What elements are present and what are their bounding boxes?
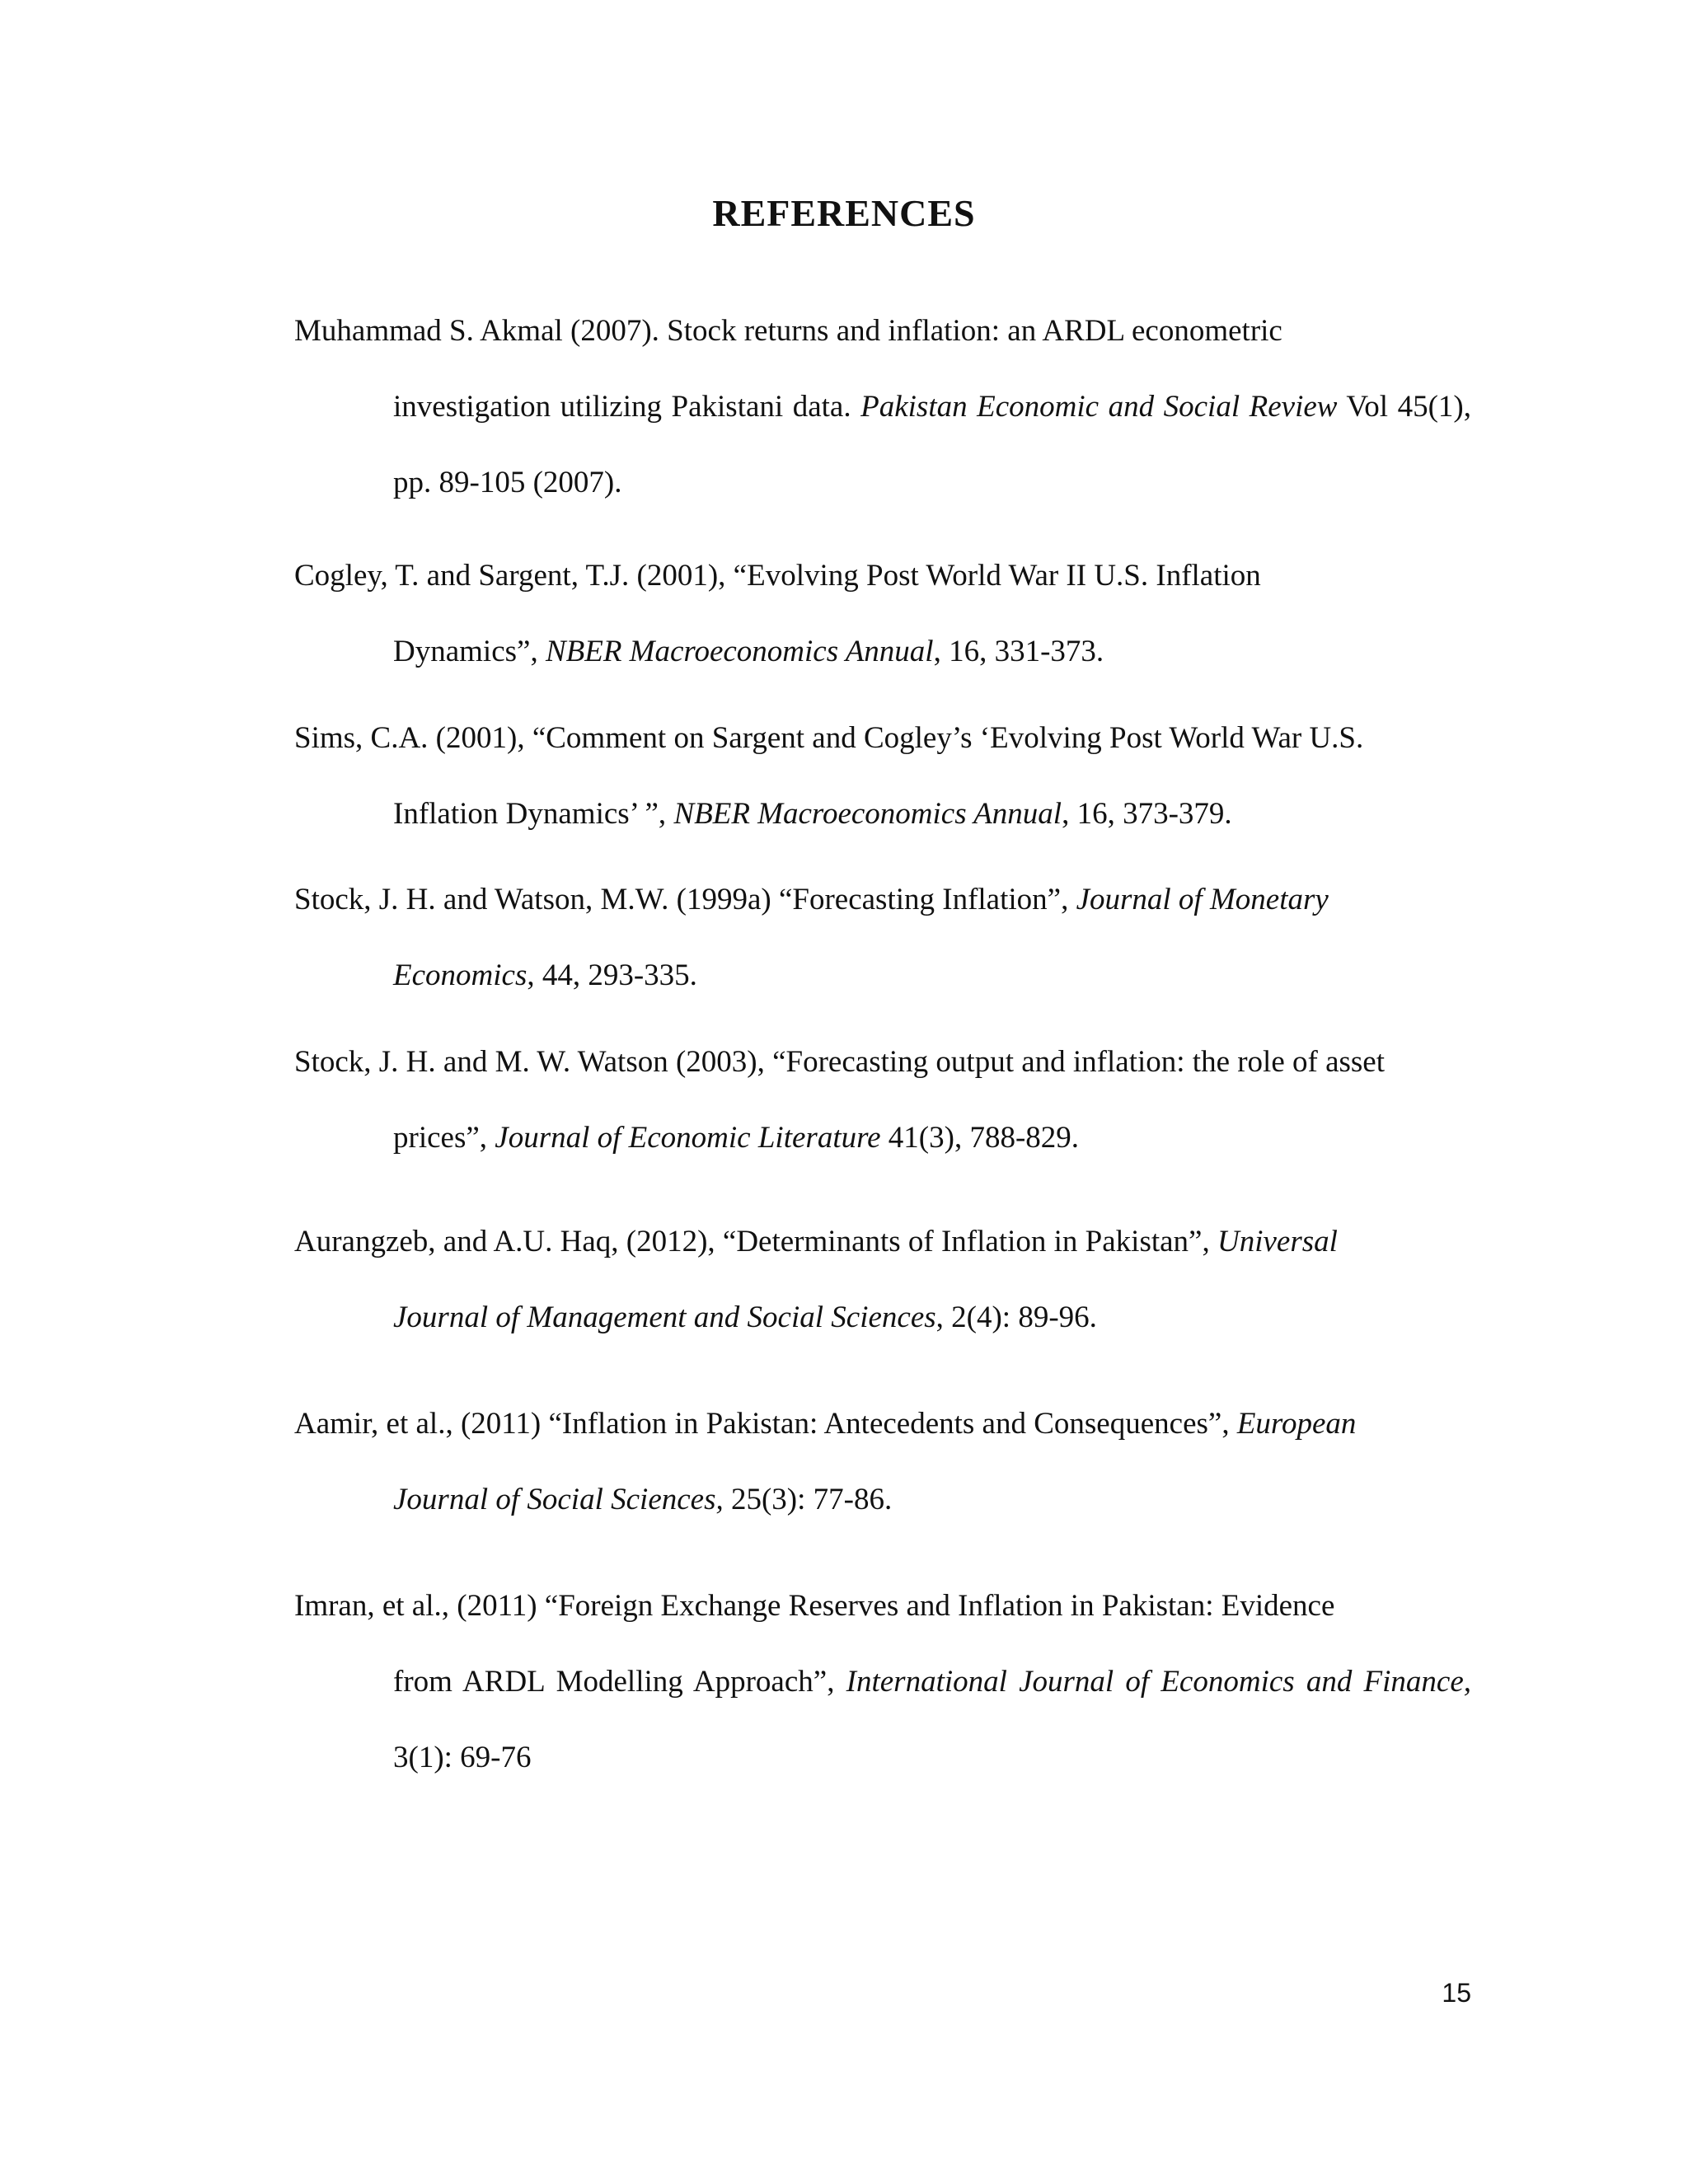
reference-first-line: Imran, et al., (2011) “Foreign Exchange Reserves and Inflation in Pakistan: Evidence [294, 1589, 1335, 1623]
reference-text: from ARDL Modelling Approach”, [393, 1665, 846, 1699]
reference-first-line [294, 1204, 1471, 1280]
reference-text: prices”, [393, 1121, 495, 1155]
reference-continuation [294, 1100, 1471, 1176]
reference-entry [294, 538, 1471, 690]
reference-continuation [294, 369, 1471, 521]
page-number: 15 [1442, 1978, 1471, 2008]
journal-title: NBER Macroeconomics Annual [545, 635, 934, 668]
reference-continuation [294, 1644, 1471, 1796]
reference-entry [294, 1568, 1471, 1796]
reference-text: , 2(4): 89-96. [935, 1301, 1097, 1334]
reference-text: investigation utilizing Pakistani data. [393, 390, 861, 424]
reference-text: Inflation Dynamics’ ”, [393, 797, 674, 831]
journal-title: European [1236, 1407, 1357, 1441]
reference-continuation [294, 1280, 1471, 1356]
journal-title: Pakistan Economic and Social Review [860, 390, 1338, 424]
reference-entry [294, 862, 1471, 1014]
reference-text: Aamir, et al., (2011) “Inflation in Pakistan: Antecedents and Consequences”, [294, 1407, 1237, 1441]
journal-title: International Journal of Economics and Finance, [846, 1665, 1472, 1699]
reference-entry [294, 293, 1471, 521]
reference-first-line: Cogley, T. and Sargent, T.J. (2001), “Evolving Post World War II U.S. Inflation [294, 559, 1261, 593]
reference-text: , 44, 293-335. [527, 958, 697, 992]
reference-continuation [294, 1462, 1471, 1538]
journal-title: Universal [1217, 1225, 1338, 1258]
reference-entry [294, 1386, 1471, 1538]
reference-text: 3(1): 69-76 [393, 1741, 532, 1774]
reference-continuation [294, 938, 1471, 1014]
reference-first-line: Stock, J. H. and M. W. Watson (2003), “Forecasting output and inflation: the role of asset [294, 1045, 1386, 1079]
reference-first-line [294, 862, 1471, 938]
reference-text: Aurangzeb, and A.U. Haq, (2012), “Determinants of Inflation in Pakistan”, [294, 1225, 1217, 1258]
page-title: REFERENCES [712, 192, 976, 234]
reference-text: Stock, J. H. and Watson, M.W. (1999a) “Forecasting Inflation”, [294, 883, 1076, 916]
journal-title: Journal of Management and Social Sciences [393, 1301, 936, 1334]
reference-text: 41(3), 788-829. [880, 1121, 1080, 1155]
journal-title: Journal of Economic Literature [495, 1121, 881, 1155]
journal-title: NBER Macroeconomics Annual [673, 797, 1062, 831]
reference-text: 25(3): 77-86. [723, 1483, 893, 1516]
reference-continuation [294, 614, 1471, 690]
reference-continuation [294, 776, 1471, 852]
reference-first-line [294, 1386, 1471, 1462]
reference-entry [294, 701, 1471, 852]
reference-entry [294, 1204, 1471, 1356]
reference-text: Vol 45(1), pp. 89-105 (2007). [393, 390, 1471, 499]
journal-title: Journal of Social Sciences, [393, 1483, 724, 1516]
journal-title: Economics [393, 958, 528, 992]
reference-first-line: Muhammad S. Akmal (2007). Stock returns and inflation: an ARDL econometric [294, 314, 1282, 348]
reference-text: , 16, 373-379. [1062, 797, 1232, 831]
reference-text: , 16, 331-373. [933, 635, 1104, 668]
journal-title: Journal of Monetary [1076, 883, 1329, 916]
reference-first-line: Sims, C.A. (2001), “Comment on Sargent and Cogley’s ‘Evolving Post World War U.S. [294, 721, 1364, 755]
reference-text: Dynamics”, [393, 635, 546, 668]
reference-entry [294, 1024, 1471, 1176]
